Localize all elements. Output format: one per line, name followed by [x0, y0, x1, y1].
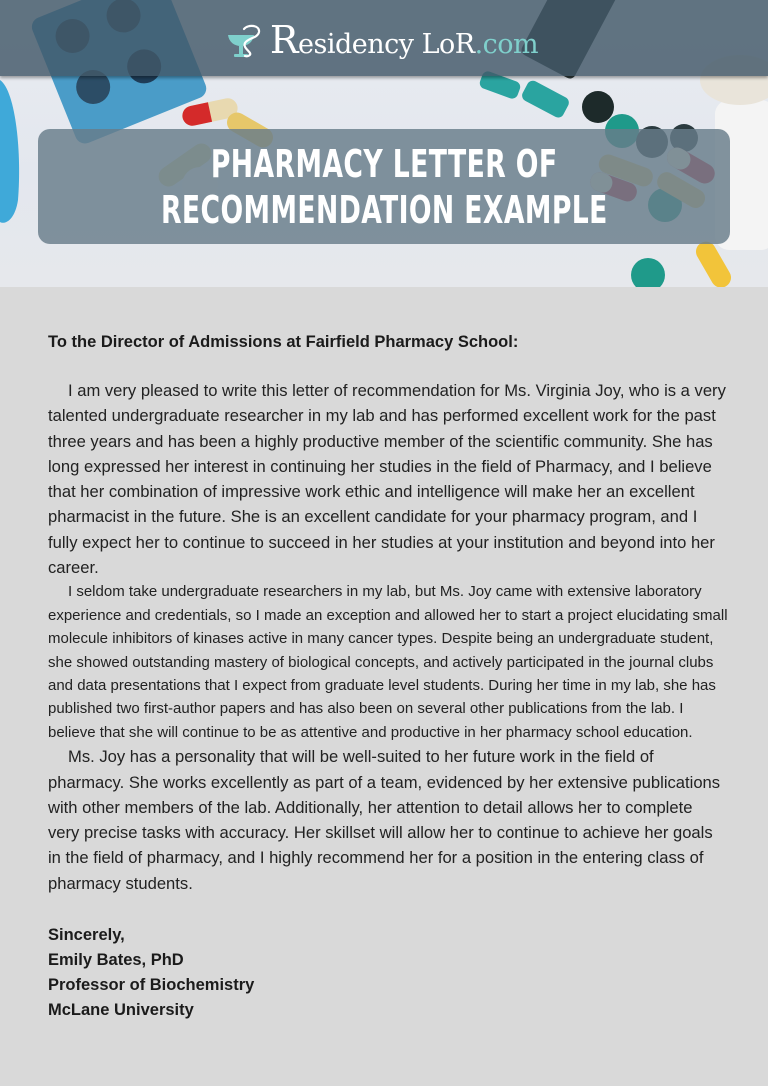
- site-name: [269, 18, 539, 62]
- signer-institution: McLane University: [48, 1001, 194, 1019]
- hero-banner: [0, 0, 768, 287]
- valediction: Sincerely,: [48, 926, 125, 944]
- page-title-line-2: RECOMMENDATION EXAMPLE: [160, 187, 608, 232]
- signer-title: Professor of Biochemistry: [48, 976, 255, 994]
- letter-paragraph-3: Ms. Joy has a personality that will be well-suited to her future work in the field of pharmacy. She works excellently as part of a team, evidenced by her extensive publications with other members of the lab. Additionally, her attention to detail allows her to complete very precise tasks with accuracy. Her skillset will allow her to continue to achieve her goals in the field of pharmacy, and I highly recommend her for a position in the entering class of pharmacy students.: [48, 747, 721, 893]
- page-title-line-1: PHARMACY LETTER OF: [210, 141, 558, 186]
- site-logo[interactable]: [226, 18, 539, 62]
- brand-bar: [0, 0, 768, 76]
- letter-body: [48, 330, 728, 1023]
- letter-salutation: To the Director of Admissions at Fairfield Pharmacy School:: [48, 333, 519, 351]
- letter-signature-block: [48, 923, 728, 1023]
- letter-paragraph-1: I am very pleased to write this letter of recommendation for Ms. Virginia Joy, who is a very talented undergraduate researcher in my lab and has performed excellent work for the past three years and has been a highly productive member of the scientific community. She has long expressed her interest in continuing her studies in the field of Pharmacy, and I believe that her combination of impressive work ethic and intelligence will make her an excellent pharmacist in the future. She is an excellent candidate for your pharmacy program, and I fully expect her to continue to succeed in her studies at your institution and beyond into her career.: [48, 381, 726, 578]
- page-title-panel: [38, 129, 730, 244]
- site-name-initial: R: [269, 18, 298, 62]
- signer-name: Emily Bates, PhD: [48, 951, 184, 969]
- site-name-rest: esidency LoR: [297, 29, 475, 60]
- letter-paragraph-2: I seldom take undergraduate researchers in my lab, but Ms. Joy came with extensive laboratory experience and credentials, so I made an exception and allowed her to start a project elucidating small molecule inhibitors of kinases active in many cancer types. Despite being an undergraduate student, she showed outstanding mastery of biological concepts, and actively participated in the journal clubs and data presentations that I expect from graduate level students. During her time in my lab, she has published two first-author papers and has also been on several other publications from the lab. I believe that she will continue to be as attentive and productive in her pharmacy school education.: [48, 583, 728, 741]
- bowl-of-hygieia-icon: [226, 23, 266, 59]
- site-name-tld: .com: [474, 29, 539, 60]
